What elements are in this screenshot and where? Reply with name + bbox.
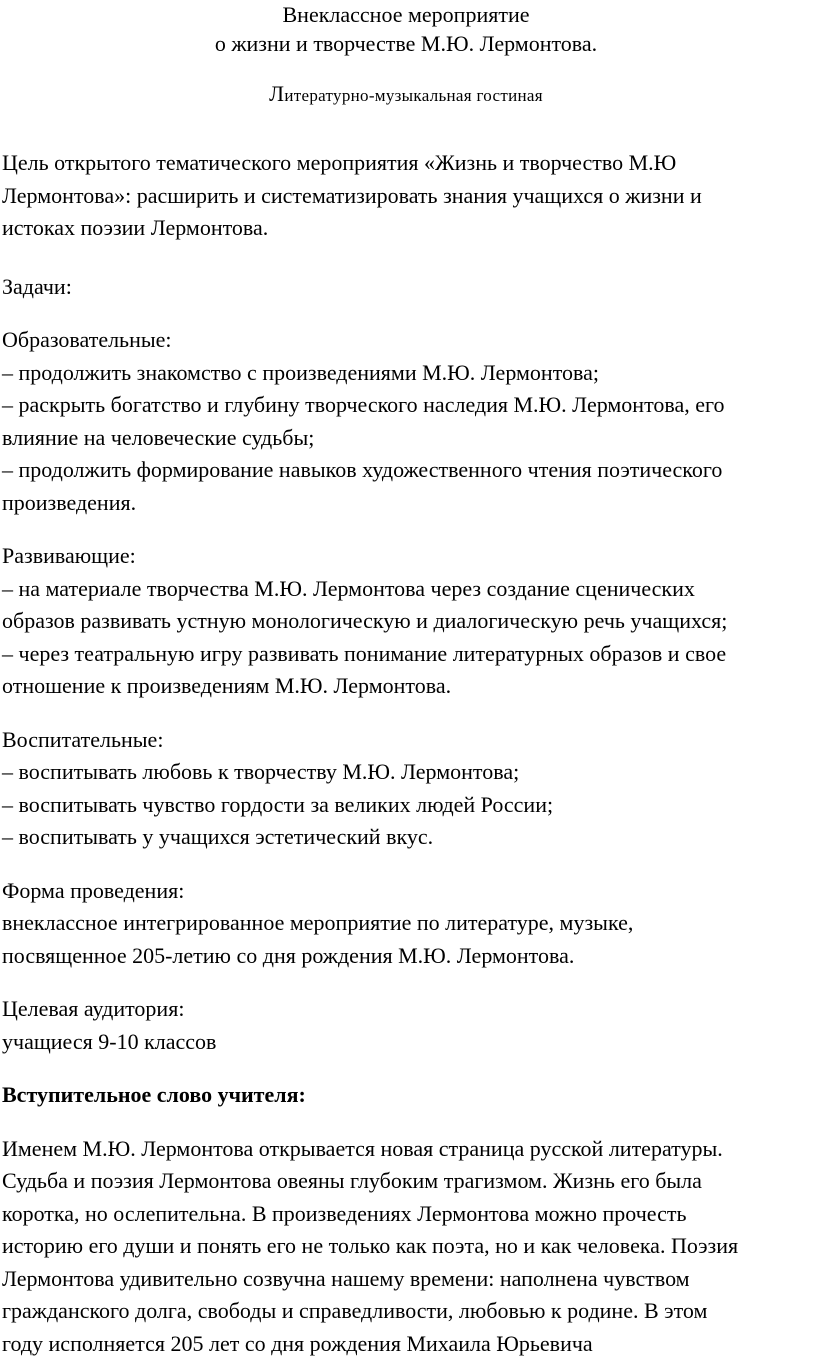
upbringing-line: – воспитывать любовь к творчеству М.Ю. Лермонтова; (2, 756, 810, 789)
intro-line: Судьба и поэзия Лермонтова овеяны глубоким трагизмом. Жизнь его была (2, 1165, 810, 1198)
audience-heading: Целевая аудитория: (2, 993, 810, 1026)
intro-line: Лермонтова удивительно созвучна нашему времени: наполнена чувством (2, 1263, 810, 1296)
form-line: посвященное 205-летию со дня рождения М.Ю. Лермонтова. (2, 940, 810, 973)
intro-line: коротка, но ослепительна. В произведениях Лермонтова можно прочесть (2, 1198, 810, 1231)
goal-line: Лермонтова»: расширить и систематизировать знания учащихся о жизни и (2, 180, 810, 213)
tasks-label: Задачи: (2, 271, 810, 304)
form-section (2, 875, 810, 973)
subtitle (2, 82, 810, 108)
educational-line: – раскрыть богатство и глубину творческого наследия М.Ю. Лермонтова, его (2, 389, 810, 422)
educational-heading: Образовательные: (2, 324, 810, 357)
developing-line: образов развивать устную монологическую и диалогическую речь учащихся; (2, 605, 810, 638)
educational-line: влияние на человеческие судьбы; (2, 422, 810, 455)
form-heading: Форма проведения: (2, 875, 810, 908)
intro-line: историю его души и понять его не только как поэта, но и как человека. Поэзия (2, 1230, 810, 1263)
goal-line: Цель открытого тематического мероприятия «Жизнь и творчество М.Ю (2, 147, 810, 180)
educational-line: произведения. (2, 487, 810, 520)
intro-line: Именем М.Ю. Лермонтова открывается новая страница русской литературы. (2, 1133, 810, 1166)
upbringing-section (2, 724, 810, 854)
upbringing-heading: Воспитательные: (2, 724, 810, 757)
form-line: внеклассное интегрированное мероприятие по литературе, музыке, (2, 907, 810, 940)
upbringing-line: – воспитывать чувство гордости за великих людей России; (2, 789, 810, 822)
audience-value: учащиеся 9-10 классов (2, 1026, 810, 1059)
educational-section (2, 324, 810, 519)
title-line-2: о жизни и творчестве М.Ю. Лермонтова. (2, 29, 810, 58)
developing-line: отношение к произведениям М.Ю. Лермонтова. (2, 670, 810, 703)
subtitle-rest: итературно-музыкальная гостиная (284, 86, 543, 105)
developing-heading: Развивающие: (2, 540, 810, 573)
intro-heading: Вступительное слово учителя: (2, 1079, 810, 1112)
intro-line: году исполняется 205 лет со дня рождения Михаила Юрьевича (2, 1328, 810, 1360)
educational-line: – продолжить формирование навыков художественного чтения поэтического (2, 454, 810, 487)
upbringing-line: – воспитывать у учащихся эстетический вкус. (2, 821, 810, 854)
intro-line: гражданского долга, свободы и справедливости, любовью к родине. В этом (2, 1295, 810, 1328)
audience-section (2, 993, 810, 1058)
title-line-1: Внеклассное мероприятие (2, 0, 810, 29)
developing-line: – на материале творчества М.Ю. Лермонтова через создание сценических (2, 573, 810, 606)
developing-section (2, 540, 810, 703)
developing-line: – через театральную игру развивать понимание литературных образов и свое (2, 638, 810, 671)
intro-paragraph (2, 1133, 810, 1360)
subtitle-initial: Л (269, 81, 284, 106)
goal-line: истоках поэзии Лермонтова. (2, 212, 810, 245)
goal-paragraph (2, 147, 810, 245)
educational-line: – продолжить знакомство с произведениями М.Ю. Лермонтова; (2, 357, 810, 390)
